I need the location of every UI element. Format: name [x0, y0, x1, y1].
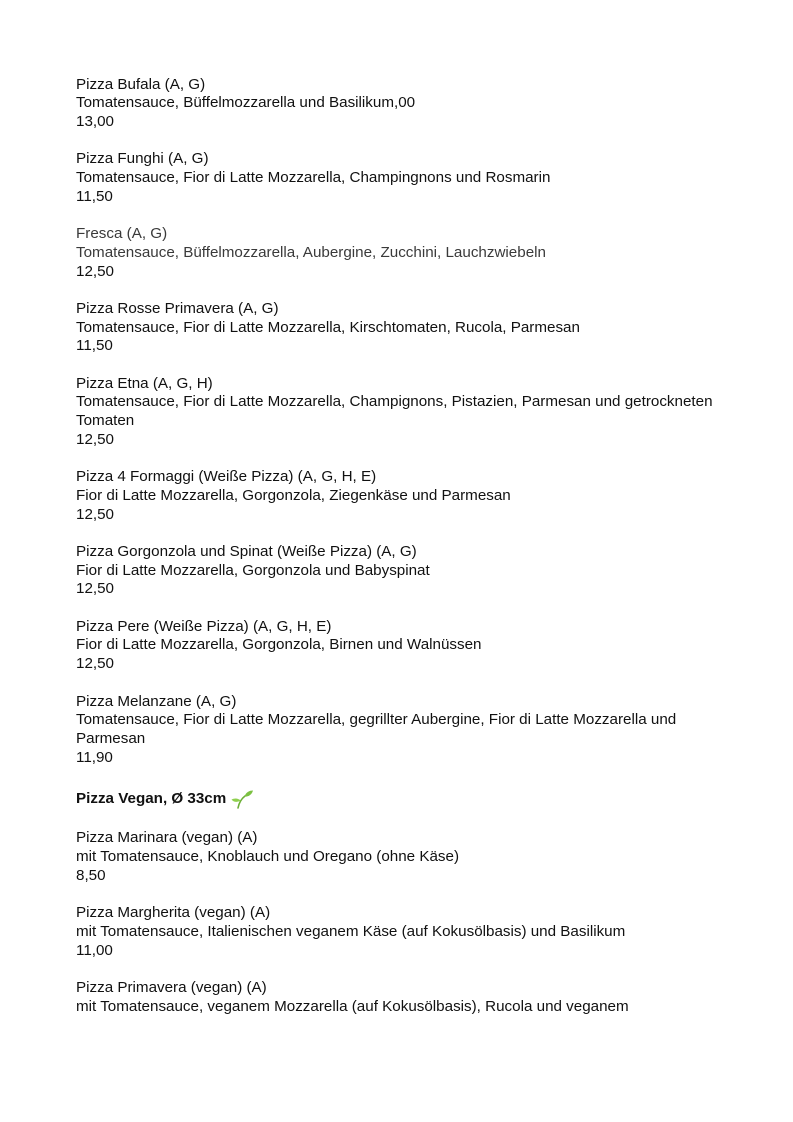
item-name: Pizza Etna (A, G, H)	[76, 374, 213, 392]
section-heading-vegan	[76, 789, 726, 809]
item-name: Pizza Bufala (A, G)	[76, 75, 206, 93]
item-description: Fior di Latte Mozzarella, Gorgonzola, Ziegenkäse und Parmesan	[76, 486, 511, 504]
item-price: 12,50	[76, 580, 115, 598]
item-name: Pizza 4 Formaggi (Weiße Pizza) (A, G, H, E)	[76, 468, 377, 486]
item-description: Tomatensauce, Büffelmozzarella und Basilikum,00	[76, 94, 416, 112]
item-name: Fresca (A, G)	[76, 225, 168, 243]
item-price: 12,50	[76, 505, 115, 523]
menu-item	[76, 468, 726, 524]
menu-item	[76, 150, 726, 206]
item-description: Tomatensauce, Büffelmozzarella, Aubergine, Zucchini, Lauchzwiebeln	[76, 243, 546, 261]
menu-item	[76, 225, 726, 281]
item-name: Pizza Pere (Weiße Pizza) (A, G, H, E)	[76, 617, 332, 635]
menu-item	[76, 76, 726, 132]
menu-item	[76, 904, 726, 960]
item-price: 13,00	[76, 112, 115, 130]
item-description: mit Tomatensauce, Knoblauch und Oregano (ohne Käse)	[76, 848, 460, 866]
item-description: mit Tomatensauce, Italienischen veganem Käse (auf Kokusölbasis) und Basilikum	[76, 922, 626, 940]
item-name: Pizza Melanzane (A, G)	[76, 692, 237, 710]
item-name: Pizza Margherita (vegan) (A)	[76, 904, 271, 922]
item-price: 11,00	[76, 941, 113, 959]
menu-item	[76, 300, 726, 356]
item-price: 11,50	[76, 337, 113, 355]
item-name: Pizza Marinara (vegan) (A)	[76, 829, 258, 847]
menu-item	[76, 829, 726, 885]
item-description: Tomatensauce, Fior di Latte Mozzarella, gegrillter Aubergine, Fior di Latte Mozzarella und Parmesan	[76, 711, 677, 747]
menu-item	[76, 618, 726, 674]
menu-item	[76, 693, 726, 768]
item-price: 8,50	[76, 866, 106, 884]
item-name: Pizza Rosse Primavera (A, G)	[76, 299, 279, 317]
item-price: 11,90	[76, 748, 113, 766]
item-price: 12,50	[76, 430, 115, 448]
item-description: mit Tomatensauce, veganem Mozzarella (auf Kokusölbasis), Rucola und veganem	[76, 997, 629, 1015]
menu-content	[76, 76, 726, 1036]
item-name: Pizza Primavera (vegan) (A)	[76, 978, 267, 996]
item-description: Fior di Latte Mozzarella, Gorgonzola und Babyspinat	[76, 561, 430, 579]
menu-item	[76, 375, 726, 450]
item-description: Fior di Latte Mozzarella, Gorgonzola, Birnen und Walnüssen	[76, 636, 482, 654]
item-description: Tomatensauce, Fior di Latte Mozzarella, Champignons, Pistazien, Parmesan und getrockneten Tomaten	[76, 393, 713, 430]
menu-item	[76, 979, 726, 1016]
item-price: 11,50	[76, 187, 113, 205]
item-description: Tomatensauce, Fior di Latte Mozzarella, Kirschtomaten, Rucola, Parmesan	[76, 318, 580, 336]
item-name: Pizza Funghi (A, G)	[76, 150, 209, 168]
item-description: Tomatensauce, Fior di Latte Mozzarella, Champingnons und Rosmarin	[76, 169, 551, 186]
section-title: Pizza Vegan, Ø 33cm	[76, 790, 227, 808]
sprout-icon	[230, 789, 254, 809]
item-price: 12,50	[76, 262, 115, 280]
item-name: Pizza Gorgonzola und Spinat (Weiße Pizza) (A, G)	[76, 542, 417, 560]
menu-item	[76, 543, 726, 599]
item-price: 12,50	[76, 655, 115, 673]
